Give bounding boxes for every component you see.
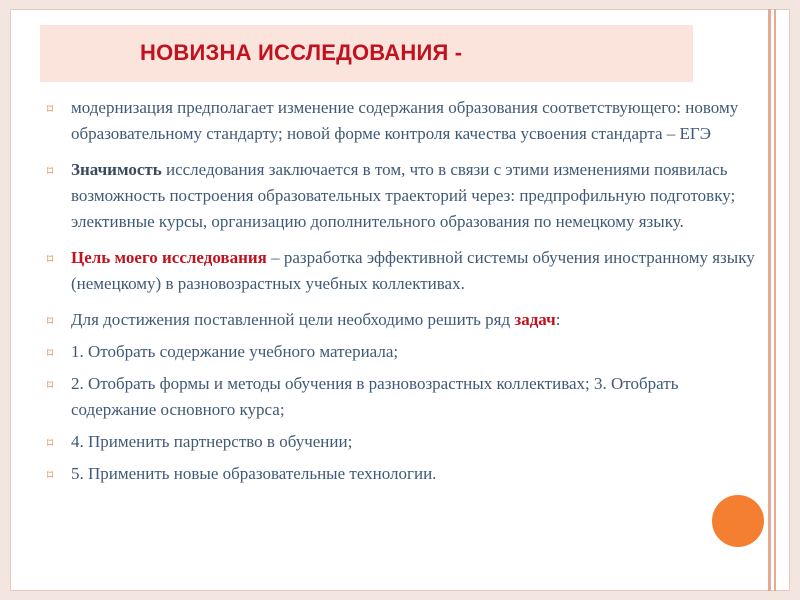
list-item — [47, 307, 767, 333]
bullet-icon: ⌑ — [47, 468, 54, 482]
decorative-band — [768, 9, 771, 591]
bullet-icon: ⌑ — [47, 378, 54, 392]
bullet-icon: ⌑ — [47, 102, 54, 116]
item-lead: задач — [514, 310, 556, 329]
item-text: 2. Отобрать формы и методы обучения в разновозрастных коллективах; 3. Отобрать содержание основного курса; — [71, 374, 679, 419]
item-text: : — [555, 310, 561, 329]
bullet-icon: ⌑ — [47, 436, 54, 450]
item-text: 1. Отобрать содержание учебного материала; — [71, 342, 399, 361]
list-item — [47, 245, 767, 297]
decorative-circle — [712, 495, 764, 547]
bullet-icon: ⌑ — [47, 164, 54, 178]
list-item — [47, 339, 767, 365]
list-item — [47, 429, 767, 455]
item-lead: Цель моего исследования — [71, 248, 267, 267]
bullet-icon: ⌑ — [47, 252, 54, 266]
item-lead: Значимость — [71, 160, 162, 179]
decorative-band — [774, 9, 776, 591]
item-text: исследования заключается в том, что в связи с этими изменениями появилась возможность построения образовательных траекторий через: предпрофильную подготовку; элективные курсы, организацию дополнительного образования по немецкому языку. — [71, 160, 736, 231]
list-item — [47, 157, 767, 235]
item-text: 5. Применить новые образовательные технологии. — [71, 464, 437, 483]
list-item — [47, 461, 767, 487]
item-text: – разработка эффективной системы обучения иностранному языку (немецкому) в разновозрастных учебных коллективах. — [71, 248, 755, 293]
item-text: Для достижения поставленной цели необходимо решить ряд — [71, 310, 515, 329]
list-item — [47, 371, 767, 423]
bullet-icon: ⌑ — [47, 346, 54, 360]
item-text: 4. Применить партнерство в обучении; — [71, 432, 353, 451]
item-text: модернизация предполагает изменение содержания образования соответствующего: новому образовательному стандарту; новой форме контроля качества усвоения стандарта – ЕГЭ — [71, 98, 739, 143]
bullet-list — [47, 95, 767, 493]
list-item — [47, 95, 767, 147]
bullet-icon: ⌑ — [47, 314, 54, 328]
slide-title: НОВИЗНА ИССЛЕДОВАНИЯ - — [140, 40, 463, 65]
